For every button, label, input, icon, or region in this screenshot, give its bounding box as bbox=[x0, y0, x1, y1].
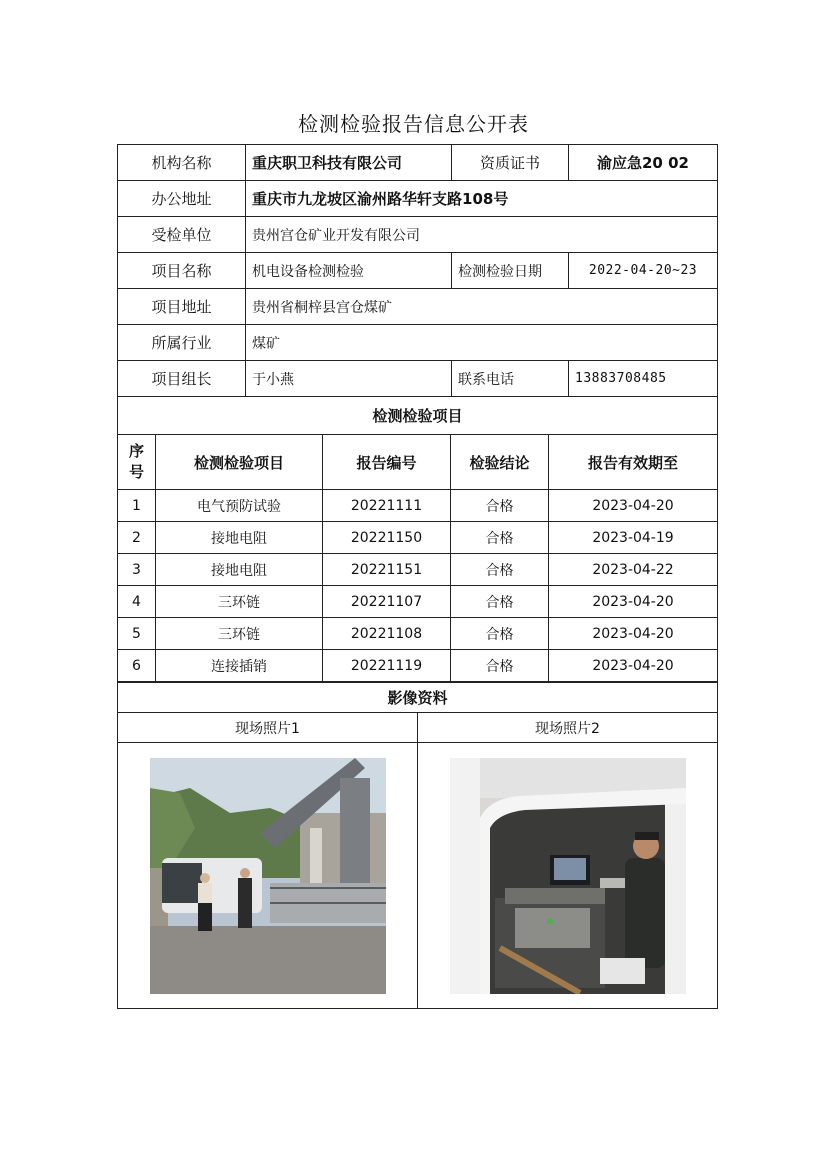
row-valid: 2023-04-19 bbox=[549, 522, 718, 554]
row-result: 合格 bbox=[451, 586, 549, 618]
row-item: 三环链 bbox=[156, 586, 323, 618]
row-item: 电气预防试验 bbox=[156, 490, 323, 522]
row-no: 2 bbox=[118, 522, 156, 554]
header-valid: 报告有效期至 bbox=[549, 435, 718, 490]
row-result: 合格 bbox=[451, 618, 549, 650]
table-row bbox=[118, 554, 718, 586]
row-valid: 2023-04-20 bbox=[549, 618, 718, 650]
site-photo-2 bbox=[450, 758, 686, 994]
row-no: 4 bbox=[118, 586, 156, 618]
photos-section-title: 影像资料 bbox=[118, 683, 718, 713]
phone-label: 联系电话 bbox=[452, 361, 569, 397]
row-item: 连接插销 bbox=[156, 650, 323, 682]
phone-value: 13883708485 bbox=[569, 361, 718, 397]
project-label: 项目名称 bbox=[118, 253, 246, 289]
row-report: 20221111 bbox=[323, 490, 451, 522]
table-row bbox=[118, 522, 718, 554]
site-value: 贵州省桐梓县宫仓煤矿 bbox=[246, 289, 718, 325]
row-result: 合格 bbox=[451, 490, 549, 522]
site-label: 项目地址 bbox=[118, 289, 246, 325]
page-title: 检测检验报告信息公开表 bbox=[298, 112, 529, 136]
unit-value: 贵州宫仓矿业开发有限公司 bbox=[246, 217, 718, 253]
row-no: 6 bbox=[118, 650, 156, 682]
table-row bbox=[118, 618, 718, 650]
address-value: 重庆市九龙坡区渝州路华轩支路108号 bbox=[246, 181, 718, 217]
site-photo-1 bbox=[150, 758, 386, 994]
cert-value: 渝应急20 02 bbox=[569, 145, 718, 181]
row-result: 合格 bbox=[451, 554, 549, 586]
row-result: 合格 bbox=[451, 650, 549, 682]
header-item: 检测检验项目 bbox=[156, 435, 323, 490]
row-report: 20221119 bbox=[323, 650, 451, 682]
row-report: 20221108 bbox=[323, 618, 451, 650]
info-row-industry bbox=[118, 325, 718, 361]
row-valid: 2023-04-20 bbox=[549, 586, 718, 618]
row-no: 3 bbox=[118, 554, 156, 586]
row-report: 20221151 bbox=[323, 554, 451, 586]
photos-table bbox=[117, 682, 718, 1009]
unit-label: 受检单位 bbox=[118, 217, 246, 253]
row-valid: 2023-04-22 bbox=[549, 554, 718, 586]
table-row bbox=[118, 650, 718, 682]
header-result: 检验结论 bbox=[451, 435, 549, 490]
info-row-unit bbox=[118, 217, 718, 253]
row-report: 20221150 bbox=[323, 522, 451, 554]
info-row-leader bbox=[118, 361, 718, 397]
photo1-cell bbox=[118, 743, 418, 1009]
row-no: 1 bbox=[118, 490, 156, 522]
date-label: 检测检验日期 bbox=[452, 253, 569, 289]
row-item: 接地电阻 bbox=[156, 554, 323, 586]
row-valid: 2023-04-20 bbox=[549, 650, 718, 682]
table-row bbox=[118, 586, 718, 618]
leader-label: 项目组长 bbox=[118, 361, 246, 397]
row-valid: 2023-04-20 bbox=[549, 490, 718, 522]
info-table bbox=[117, 144, 718, 397]
row-report: 20221107 bbox=[323, 586, 451, 618]
org-value: 重庆职卫科技有限公司 bbox=[246, 145, 452, 181]
items-table bbox=[117, 396, 718, 682]
photo2-caption: 现场照片2 bbox=[418, 713, 718, 743]
project-value: 机电设备检测检验 bbox=[246, 253, 452, 289]
address-label: 办公地址 bbox=[118, 181, 246, 217]
info-row-project bbox=[118, 253, 718, 289]
row-no: 5 bbox=[118, 618, 156, 650]
info-row-org bbox=[118, 145, 718, 181]
row-item: 接地电阻 bbox=[156, 522, 323, 554]
row-item: 三环链 bbox=[156, 618, 323, 650]
photo1-caption: 现场照片1 bbox=[118, 713, 418, 743]
industry-value: 煤矿 bbox=[246, 325, 718, 361]
date-value: 2022-04-20~23 bbox=[569, 253, 718, 289]
header-no: 序号 bbox=[118, 435, 156, 490]
table-row bbox=[118, 490, 718, 522]
header-report: 报告编号 bbox=[323, 435, 451, 490]
info-row-address bbox=[118, 181, 718, 217]
info-row-site bbox=[118, 289, 718, 325]
items-section-title: 检测检验项目 bbox=[118, 397, 718, 435]
photo2-cell bbox=[418, 743, 718, 1009]
leader-value: 于小燕 bbox=[246, 361, 452, 397]
items-header-row bbox=[118, 435, 718, 490]
org-label: 机构名称 bbox=[118, 145, 246, 181]
cert-label: 资质证书 bbox=[452, 145, 569, 181]
row-result: 合格 bbox=[451, 522, 549, 554]
industry-label: 所属行业 bbox=[118, 325, 246, 361]
